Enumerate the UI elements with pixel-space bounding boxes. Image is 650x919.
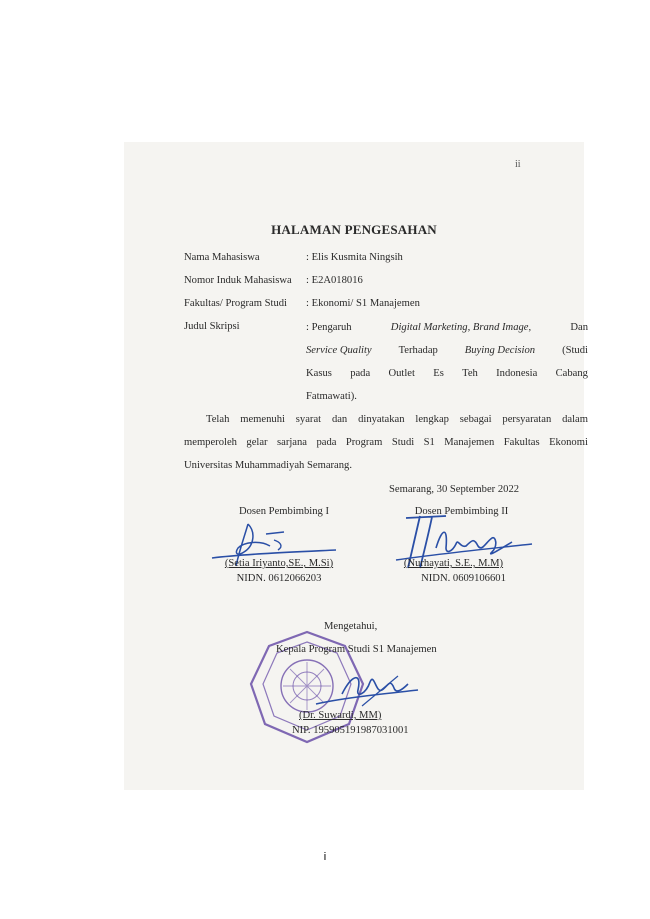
document-title: HALAMAN PENGESAHAN — [271, 222, 437, 237]
thesis-title-line: Service Quality Terhadap Buying Decision (Studi — [306, 345, 588, 356]
thesis-title-line: Fatmawati). — [306, 391, 357, 402]
field-label-student-name: Nama Mahasiswa — [184, 252, 260, 263]
statement-line: Universitas Muhammadiyah Semarang. — [184, 460, 352, 471]
thesis-title-line: : Pengaruh Digital Marketing, Brand Image, Dan — [306, 322, 588, 333]
field-label-faculty: Fakultas/ Program Studi — [184, 298, 287, 309]
approver-signature — [312, 664, 422, 714]
advisor2-role: Dosen Pembimbing II — [414, 506, 509, 517]
field-label-student-id: Nomor Induk Mahasiswa — [184, 275, 292, 286]
advisor1-role: Dosen Pembimbing I — [238, 506, 330, 517]
field-value-student-id: : E2A018016 — [306, 275, 363, 286]
advisor1-name: (Setia Iriyanto,SE., M.Si) — [224, 558, 334, 569]
approval-heading: Mengetahui, — [324, 621, 378, 632]
scanned-approval-page — [124, 142, 588, 790]
page-number: i — [323, 851, 327, 863]
scan-page-number: ii — [515, 159, 521, 170]
field-value-student-name: : Elis Kusmita Ningsih — [306, 252, 403, 263]
advisor2-name: (Nurhayati, S.E., M.M) — [403, 558, 504, 569]
statement-line: Telah memenuhi syarat dan dinyatakan lengkap sebagai persyaratan dalam — [206, 414, 588, 425]
approval-name: (Dr. Suwardi, MM) — [299, 710, 382, 721]
field-label-thesis-title: Judul Skripsi — [184, 321, 240, 332]
field-value-faculty: : Ekonomi/ S1 Manajemen — [306, 298, 420, 309]
approval-nip: NIP. 195905191987031001 — [292, 725, 409, 736]
statement-line: memperoleh gelar sarjana pada Program Studi S1 Manajemen Fakultas Ekonomi — [184, 437, 588, 448]
advisor2-nidn: NIDN. 0609106601 — [421, 573, 506, 584]
thesis-title-line: Kasus pada Outlet Es Teh Indonesia Cabang — [306, 368, 588, 379]
approval-role: Kepala Program Studi S1 Manajemen — [276, 644, 437, 655]
place-date: Semarang, 30 September 2022 — [389, 484, 520, 495]
advisor1-nidn: NIDN. 0612066203 — [236, 573, 322, 584]
